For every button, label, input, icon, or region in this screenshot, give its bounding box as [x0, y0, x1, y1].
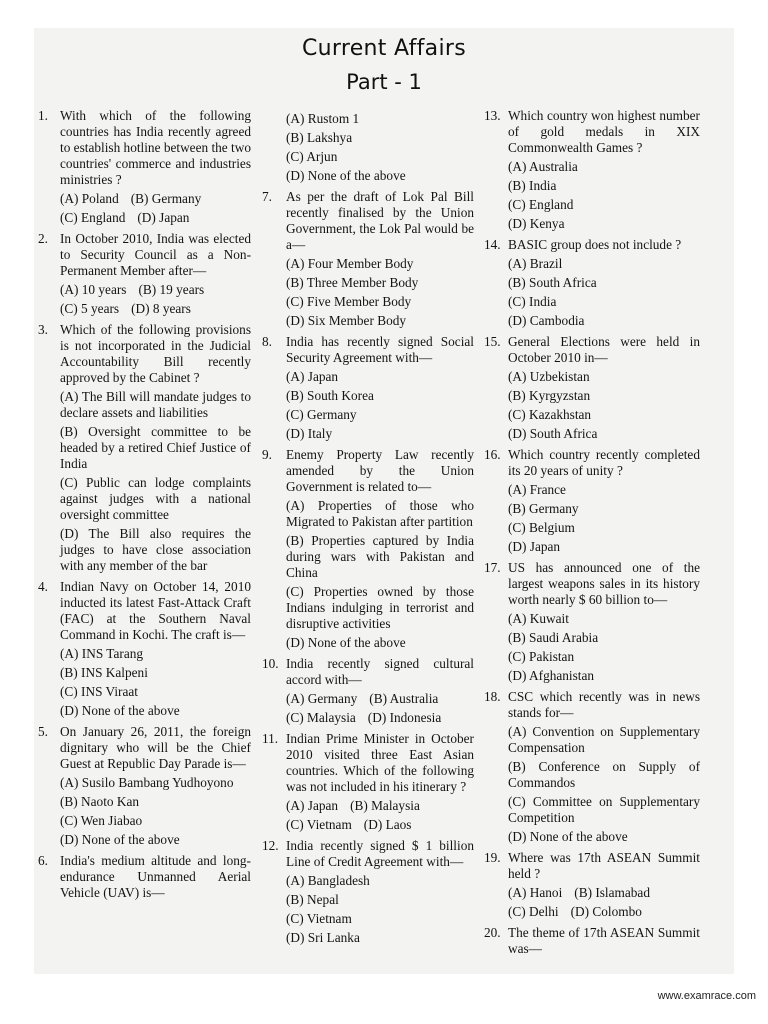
question-item: [264, 111, 474, 184]
answer-option: (A) Japan: [286, 798, 339, 813]
answer-option: (A) The Bill will mandate judges to declare assets and liabilities: [60, 389, 251, 420]
question-item: [38, 322, 251, 574]
question-number: 17.: [484, 560, 501, 575]
question-number: 3.: [38, 322, 48, 337]
answer-option-row: [60, 301, 251, 317]
question-item: [486, 334, 700, 442]
answer-option: (B) Oversight committee to be headed by a retired Chief Justice of India: [60, 424, 251, 471]
answer-option: (B) Lakshya: [286, 130, 353, 145]
answer-option: (A) Susilo Bambang Yudhoyono: [60, 775, 234, 790]
answer-option: (B) Malaysia: [350, 798, 420, 813]
answer-option: (C) Kazakhstan: [508, 407, 592, 422]
question-text: Which country won highest number of gold medals in XIX Commonwealth Games ?: [508, 108, 700, 155]
answer-option: (A) Rustom 1: [286, 111, 360, 126]
answer-option: (C) England: [60, 210, 126, 225]
column-2: [264, 108, 474, 951]
answer-option: (D) Laos: [363, 817, 412, 832]
answer-option: (A) France: [508, 482, 566, 497]
question-number: 13.: [484, 108, 501, 123]
answer-option: (A) Uzbekistan: [508, 369, 590, 384]
answer-option: (C) Committee on Supplementary Competition: [508, 794, 700, 825]
answer-option-row: [286, 691, 474, 707]
question-item: [264, 838, 474, 946]
answer-option: (C) Vietnam: [286, 911, 352, 926]
answer-option: (A) Brazil: [508, 256, 563, 271]
question-text: CSC which recently was in news stands for—: [508, 689, 700, 720]
answer-option: (D) The Bill also requires the judges to have close association with any member of the bar: [60, 526, 251, 573]
answer-option: (B) Australia: [369, 691, 439, 706]
answer-option: (C) India: [508, 294, 557, 309]
answer-option: (B) INS Kalpeni: [60, 665, 148, 680]
answer-option: (D) 8 years: [131, 301, 191, 316]
question-text: As per the draft of Lok Pal Bill recently finalised by the Union Government, the Lok Pal would be a—: [286, 189, 474, 252]
answer-option: (A) Bangladesh: [286, 873, 370, 888]
page-title: Current Affairs: [302, 36, 466, 61]
answer-option: (C) Vietnam: [286, 817, 352, 832]
answer-option: (B) Kyrgyzstan: [508, 388, 591, 403]
answer-option: (B) Properties captured by India during wars with Pakistan and China: [286, 533, 474, 580]
question-text: The theme of 17th ASEAN Summit was—: [508, 925, 700, 956]
answer-option-row: [286, 798, 474, 814]
question-number: 4.: [38, 579, 48, 594]
answer-option: (D) Kenya: [508, 216, 565, 231]
question-number: 19.: [484, 850, 501, 865]
answer-option: (D) None of the above: [286, 168, 406, 183]
answer-option: (C) Public can lodge complaints against judges with a national oversight committee: [60, 475, 251, 522]
answer-option: (B) 19 years: [138, 282, 205, 297]
question-text: India has recently signed Social Security Agreement with—: [286, 334, 474, 365]
answer-option: (A) Poland: [60, 191, 119, 206]
question-text: India recently signed $ 1 billion Line of Credit Agreement with—: [286, 838, 474, 869]
question-text: In October 2010, India was elected to Security Council as a Non-Permanent Member after—: [60, 231, 251, 278]
question-item: [38, 724, 251, 848]
question-item: [486, 850, 700, 920]
answer-option: (C) INS Viraat: [60, 684, 138, 699]
question-number: 9.: [262, 447, 272, 462]
answer-option: (A) Japan: [286, 369, 339, 384]
question-text: With which of the following countries has India recently agreed to establish hotline between the two countries' commerce and industries ministries ?: [60, 108, 251, 187]
footer-site: www.examrace.com: [657, 990, 756, 1002]
question-text: Indian Navy on October 14, 2010 inducted its latest Fast-Attack Craft (FAC) at the Southern Naval Command in Kochi. The craft is—: [60, 579, 251, 642]
answer-option: (D) South Africa: [508, 426, 598, 441]
answer-option: (D) Colombo: [570, 904, 642, 919]
question-number: 14.: [484, 237, 501, 252]
question-number: 11.: [262, 731, 279, 746]
answer-option: (C) England: [508, 197, 574, 212]
answer-option: (D) None of the above: [60, 832, 180, 847]
question-number: 1.: [38, 108, 48, 123]
answer-option-row: [60, 191, 251, 207]
answer-option: (C) Arjun: [286, 149, 338, 164]
question-item: [264, 731, 474, 833]
answer-option: (B) Conference on Supply of Commandos: [508, 759, 700, 790]
answer-option: (B) Germany: [130, 191, 202, 206]
answer-option: (B) Germany: [508, 501, 579, 516]
answer-option: (A) Properties of those who Migrated to Pakistan after partition: [286, 498, 474, 529]
question-text: Which of the following provisions is not incorporated in the Judicial Accountability Bill recently approved by the Cabinet ?: [60, 322, 251, 385]
question-number: 12.: [262, 838, 279, 853]
answer-option: (A) Hanoi: [508, 885, 563, 900]
question-item: [486, 560, 700, 684]
answer-option: (B) Islamabad: [574, 885, 650, 900]
answer-option-row: [60, 210, 251, 226]
answer-option: (B) Naoto Kan: [60, 794, 140, 809]
answer-option: (D) Cambodia: [508, 313, 585, 328]
answer-option: (C) 5 years: [60, 301, 120, 316]
question-item: [264, 656, 474, 726]
question-item: [264, 334, 474, 442]
question-item: [486, 447, 700, 555]
question-text: Enemy Property Law recently amended by the Union Government is related to—: [286, 447, 474, 494]
answer-option: (A) Convention on Supplementary Compensation: [508, 724, 700, 755]
answer-option: (C) Pakistan: [508, 649, 575, 664]
answer-option: (A) Germany: [286, 691, 358, 706]
answer-option: (A) 10 years: [60, 282, 127, 297]
question-text: Which country recently completed its 20 years of unity ?: [508, 447, 700, 478]
answer-option: (B) Saudi Arabia: [508, 630, 599, 645]
answer-option-row: [508, 904, 700, 920]
question-number: 18.: [484, 689, 501, 704]
question-item: [486, 237, 700, 329]
answer-option: (A) Four Member Body: [286, 256, 414, 271]
answer-option: (C) Germany: [286, 407, 357, 422]
question-item: [38, 108, 251, 226]
question-text: General Elections were held in October 2010 in—: [508, 334, 700, 365]
question-item: [38, 853, 251, 901]
page-subtitle: Part - 1: [346, 70, 422, 94]
answer-option: (D) None of the above: [286, 635, 406, 650]
answer-option: (D) Japan: [137, 210, 190, 225]
answer-option-row: [286, 817, 474, 833]
answer-option-row: [508, 885, 700, 901]
question-number: 8.: [262, 334, 272, 349]
answer-option: (D) None of the above: [508, 829, 628, 844]
question-number: 20.: [484, 925, 501, 940]
answer-option: (B) South Korea: [286, 388, 374, 403]
answer-option: (A) Australia: [508, 159, 578, 174]
answer-option: (B) South Africa: [508, 275, 597, 290]
question-number: 16.: [484, 447, 501, 462]
answer-option-row: [60, 282, 251, 298]
answer-option: (D) Japan: [508, 539, 561, 554]
question-text: India's medium altitude and long-endurance Unmanned Aerial Vehicle (UAV) is—: [60, 853, 251, 900]
answer-option: (B) Nepal: [286, 892, 339, 907]
question-number: 6.: [38, 853, 48, 868]
answer-option-row: [286, 710, 474, 726]
column-3: [486, 108, 700, 962]
question-item: [264, 189, 474, 329]
question-text: BASIC group does not include ?: [508, 237, 682, 252]
answer-option: (D) Italy: [286, 426, 333, 441]
question-item: [264, 447, 474, 651]
answer-option: (D) None of the above: [60, 703, 180, 718]
question-item: [486, 108, 700, 232]
question-number: 5.: [38, 724, 48, 739]
question-item: [38, 231, 251, 317]
question-number: 10.: [262, 656, 279, 671]
question-item: [38, 579, 251, 719]
question-item: [486, 925, 700, 957]
answer-option: (A) INS Tarang: [60, 646, 144, 661]
question-text: India recently signed cultural accord with—: [286, 656, 474, 687]
answer-option: (C) Wen Jiabao: [60, 813, 143, 828]
answer-option: (C) Belgium: [508, 520, 575, 535]
question-text: Where was 17th ASEAN Summit held ?: [508, 850, 700, 881]
answer-option: (C) Delhi: [508, 904, 559, 919]
question-item: [486, 689, 700, 845]
answer-option: (C) Properties owned by those Indians indulging in terrorist and disruptive activities: [286, 584, 474, 631]
question-number: 7.: [262, 189, 272, 204]
answer-option: (D) Indonesia: [367, 710, 442, 725]
answer-option: (D) Afghanistan: [508, 668, 595, 683]
answer-option: (C) Malaysia: [286, 710, 356, 725]
question-text: On January 26, 2011, the foreign dignitary who will be the Chief Guest at Republic Day Parade is—: [60, 724, 251, 771]
answer-option: (D) Six Member Body: [286, 313, 407, 328]
answer-option: (D) Sri Lanka: [286, 930, 360, 945]
question-text: US has announced one of the largest weapons sales in its history worth nearly $ 60 billion to—: [508, 560, 700, 607]
answer-option: (B) Three Member Body: [286, 275, 419, 290]
answer-option: (A) Kuwait: [508, 611, 569, 626]
answer-option: (C) Five Member Body: [286, 294, 412, 309]
question-number: 2.: [38, 231, 48, 246]
question-text: Indian Prime Minister in October 2010 visited three East Asian countries. Which of the following was not included in his itinerary ?: [286, 731, 474, 794]
answer-option: (B) India: [508, 178, 557, 193]
question-number: 15.: [484, 334, 501, 349]
column-1: [38, 108, 251, 906]
